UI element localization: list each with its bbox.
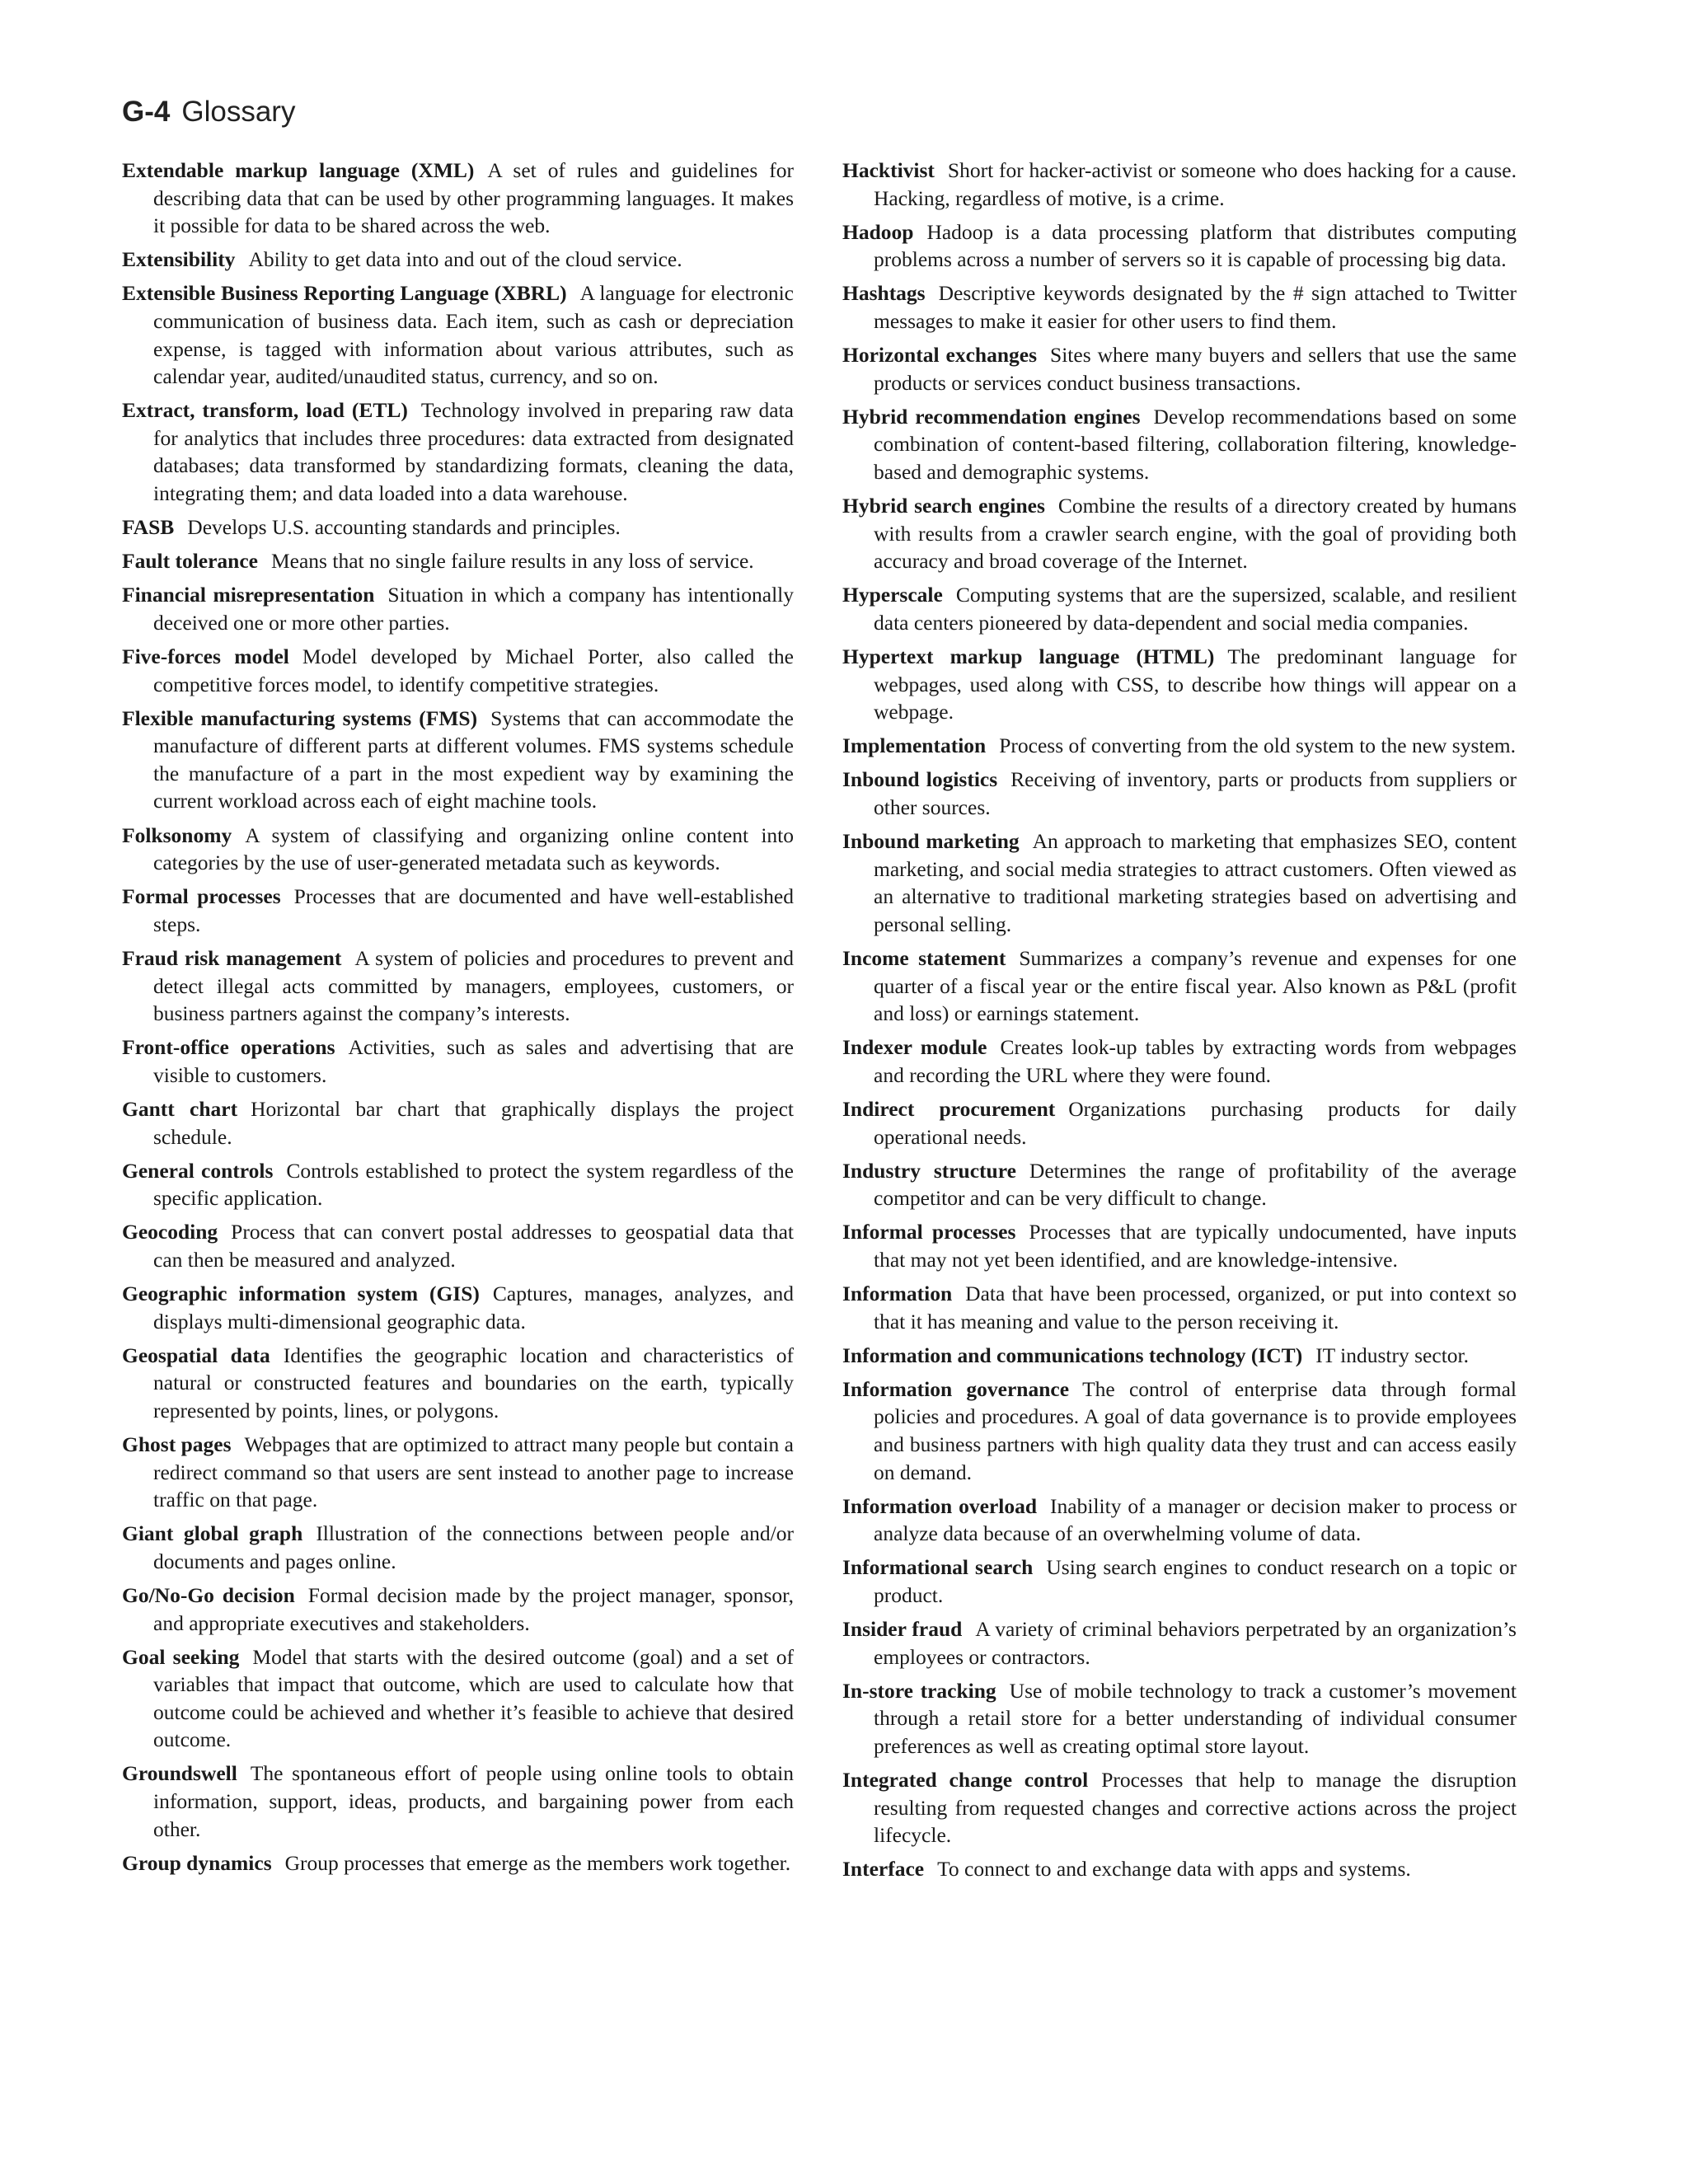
glossary-entry [842, 218, 1517, 274]
glossary-definition: Model developed by Michael Porter, also called the competitive forces model, to identify competitive strategies. [153, 644, 794, 696]
glossary-entry [842, 1095, 1517, 1151]
glossary-term: Fraud risk management [122, 945, 342, 970]
glossary-term: Flexible manufacturing systems (FMS) [122, 705, 478, 730]
glossary-definition: Systems that can accommodate the manufacture of different parts at different volumes. FMS systems schedule the manufacture of a part in the most expedient way by examining the current workload across each of eight machine tools. [153, 705, 794, 813]
glossary-definition: A variety of criminal behaviors perpetrated by an organization’s employees or contractors. [874, 1617, 1517, 1669]
glossary-definition: A set of rules and guidelines for describing data that can be used by other programming languages. It makes it possible for data to be shared across the web. [153, 158, 794, 238]
glossary-term: Information and communications technology (ICT) [842, 1343, 1303, 1367]
glossary-definition: Organizations purchasing products for daily operational needs. [874, 1096, 1517, 1149]
glossary-term: Goal seeking [122, 1644, 240, 1669]
glossary-definition: Develops U.S. accounting standards and principles. [187, 515, 621, 540]
right-column [842, 157, 1517, 1889]
glossary-term: Hacktivist [842, 158, 935, 182]
glossary-entry [122, 581, 794, 636]
glossary-entry [122, 396, 794, 507]
glossary-definition: Computing systems that are the supersized, scalable, and resilient data centers pioneered by data-dependent and social media companies. [874, 583, 1517, 635]
glossary-definition: Process of converting from the old system to the new system. [999, 733, 1517, 758]
glossary-term: Extendable markup language (XML) [122, 158, 475, 182]
glossary-term: Geographic information system (GIS) [122, 1281, 480, 1305]
glossary-definition: Processes that are typically undocumented, have inputs that may not yet been identified, and are knowledge-intensive. [874, 1220, 1517, 1272]
glossary-entry [122, 279, 794, 390]
glossary-entry [122, 1280, 794, 1335]
glossary-entry [842, 1218, 1517, 1273]
glossary-definition: Use of mobile technology to track a customer’s movement through a retail store for a better understanding of individual consumer preferences as well as creating optimal store layout. [874, 1678, 1517, 1758]
glossary-definition: Processes that help to manage the disruption resulting from requested changes and corrective actions across the project lifecycle. [874, 1767, 1517, 1848]
glossary-term: Group dynamics [122, 1850, 272, 1875]
glossary-term: Information [842, 1281, 953, 1305]
glossary-definition: Captures, manages, analyzes, and displays multi-dimensional geographic data. [153, 1281, 794, 1333]
glossary-definition: IT industry sector. [1315, 1343, 1469, 1367]
glossary-definition: A system of policies and procedures to prevent and detect illegal acts committed by managers, employees, customers, or business partners against the company’s interests. [153, 945, 794, 1026]
glossary-definition: Illustration of the connections between people and/or documents and pages online. [153, 1521, 794, 1573]
glossary-entry [842, 157, 1517, 212]
glossary-definition: Webpages that are optimized to attract many people but contain a redirect command so that users are sent instead to another page to increase traffic on that page. [153, 1432, 794, 1512]
glossary-entry [122, 1033, 794, 1089]
glossary-term: Hashtags [842, 281, 926, 306]
glossary-entry [842, 1855, 1517, 1883]
glossary-definition: An approach to marketing that emphasizes SEO, content marketing, and social media strategies to attract customers. Often viewed as an alternative to traditional marketing strategies based on advertising and personal selling. [874, 829, 1517, 936]
glossary-term: Horizontal exchanges [842, 343, 1038, 368]
glossary-entry [122, 1342, 794, 1425]
glossary-entry [842, 1280, 1517, 1335]
glossary-entry [842, 643, 1517, 726]
glossary-term: Indexer module [842, 1035, 987, 1060]
glossary-definition: Process that can convert postal addresses to geospatial data that can then be measured and analyzed. [153, 1220, 794, 1272]
glossary-entry [842, 1554, 1517, 1609]
glossary-entry [842, 1493, 1517, 1548]
glossary-term: FASB [122, 515, 175, 540]
glossary-entry [842, 492, 1517, 575]
glossary-term: Geospatial data [122, 1343, 270, 1367]
glossary-term: Informal processes [842, 1220, 1016, 1244]
glossary-entry [122, 157, 794, 240]
glossary-entry [842, 766, 1517, 821]
glossary-entry [842, 1376, 1517, 1486]
glossary-definition: Technology involved in preparing raw data for analytics that includes three procedures: data extracted from designated databases; data transformed by standardizing formats, cleaning the data, integrating them; and data loaded into a data warehouse. [153, 398, 794, 506]
glossary-entry [122, 944, 794, 1028]
glossary-entry [842, 1677, 1517, 1760]
glossary-entry [842, 1342, 1517, 1370]
glossary-term: In-store tracking [842, 1678, 996, 1703]
glossary-term: Giant global graph [122, 1521, 303, 1546]
glossary-definition: Descriptive keywords designated by the # sign attached to Twitter messages to make it easier for other users to find them. [874, 281, 1517, 333]
glossary-term: General controls [122, 1158, 274, 1183]
glossary-entry [122, 513, 794, 541]
glossary-entry [122, 1760, 794, 1843]
glossary-definition: Sites where many buyers and sellers that use the same products or services conduct business transactions. [874, 343, 1517, 395]
glossary-entry [842, 1615, 1517, 1671]
glossary-definition: Hadoop is a data processing platform that distributes computing problems across a number of servers so it is capable of processing big data. [874, 219, 1517, 272]
glossary-entry [842, 581, 1517, 636]
glossary-definition: Identifies the geographic location and characteristics of natural or constructed features and boundaries on the earth, typically represented by points, lines, or polygons. [153, 1343, 795, 1422]
glossary-term: Ghost pages [122, 1432, 232, 1456]
glossary-term: Fault tolerance [122, 549, 258, 574]
glossary-entry [122, 246, 794, 274]
glossary-definition: Ability to get data into and out of the cloud service. [248, 247, 682, 272]
glossary-term: Interface [842, 1857, 925, 1882]
glossary-definition: Situation in which a company has intentionally deceived one or more other parties. [153, 583, 794, 635]
glossary-term: Informational search [842, 1555, 1034, 1580]
glossary-definition: Activities, such as sales and advertising that are visible to customers. [153, 1035, 794, 1087]
glossary-term: Extensibility [122, 247, 236, 272]
glossary-entry [122, 1520, 794, 1575]
glossary-entry [122, 1643, 794, 1754]
glossary-definition: A system of classifying and organizing online content into categories by the use of user-generated metadata such as keywords. [153, 823, 794, 875]
glossary-term: Extract, transform, load (ETL) [122, 398, 408, 423]
glossary-definition: The predominant language for webpages, used along with CSS, to describe how things will appear on a webpage. [874, 644, 1517, 724]
page-number: G-4 [122, 96, 171, 128]
glossary-definition: Summarizes a company’s revenue and expenses for one quarter of a fiscal year or the entire fiscal year. Also known as P&L (profit and loss) or earnings statement. [874, 945, 1517, 1026]
glossary-entry [842, 827, 1517, 938]
glossary-term: Hyperscale [842, 583, 943, 607]
glossary-entry [842, 732, 1517, 760]
glossary-definition: Formal decision made by the project manager, sponsor, and appropriate executives and stakeholders. [153, 1582, 795, 1635]
glossary-entry [842, 341, 1517, 396]
glossary-definition: Determines the range of profitability of the average competitor and can be very difficult to change. [874, 1158, 1517, 1211]
glossary-term: Hypertext markup language (HTML) [842, 644, 1215, 668]
glossary-term: Formal processes [122, 884, 281, 909]
glossary-term: Income statement [842, 945, 1006, 970]
glossary-entry [842, 279, 1517, 335]
left-column [122, 157, 794, 1883]
glossary-term: Gantt chart [122, 1096, 238, 1121]
glossary-entry [842, 403, 1517, 486]
glossary-term: Five-forces model [122, 644, 289, 668]
glossary-definition: The control of enterprise data through formal policies and procedures. A goal of data governance is to provide employees and business partners with high quality data they trust and can access easily on demand. [874, 1376, 1517, 1484]
glossary-term: Insider fraud [842, 1617, 963, 1641]
glossary-entry [122, 1431, 794, 1514]
glossary-term: Financial misrepresentation [122, 583, 375, 607]
glossary-definition: Horizontal bar chart that graphically displays the project schedule. [153, 1096, 794, 1149]
glossary-term: Hybrid recommendation engines [842, 404, 1141, 429]
glossary-term: Groundswell [122, 1761, 237, 1786]
glossary-term: Geocoding [122, 1220, 218, 1244]
glossary-entry [842, 1157, 1517, 1212]
glossary-term: Industry structure [842, 1158, 1016, 1183]
glossary-entry [122, 1095, 794, 1151]
glossary-term: Extensible Business Reporting Language (XBRL) [122, 281, 567, 306]
glossary-definition: Processes that are documented and have well-established steps. [153, 884, 794, 936]
glossary-term: Hadoop [842, 219, 914, 244]
glossary-definition: Develop recommendations based on some combination of content-based filtering, collaboration filtering, knowledge-based and demographic systems. [874, 404, 1517, 484]
glossary-entry [122, 883, 794, 938]
glossary-definition: To connect to and exchange data with apps and systems. [937, 1857, 1411, 1882]
glossary-term: Integrated change control [842, 1767, 1089, 1792]
glossary-definition: Using search engines to conduct research on a topic or product. [874, 1555, 1517, 1607]
glossary-definition: The spontaneous effort of people using online tools to obtain information, support, ideas, products, and bargaining power from each other. [153, 1761, 794, 1841]
glossary-definition: A language for electronic communication of business data. Each item, such as cash or depreciation expense, is tagged with information about various attributes, such as calendar year, audited/unaudited status, currency, and so on. [153, 281, 794, 389]
glossary-definition: Short for hacker-activist or someone who does hacking for a cause. Hacking, regardless of motive, is a crime. [874, 158, 1517, 210]
glossary-term: Implementation [842, 733, 987, 758]
glossary-entry [842, 1766, 1517, 1849]
glossary-entry [122, 1218, 794, 1273]
glossary-entry [122, 1849, 794, 1877]
glossary-definition: Inability of a manager or decision maker to process or analyze data because of an overwhelming volume of data. [874, 1493, 1517, 1546]
glossary-term: Inbound logistics [842, 767, 998, 792]
glossary-term: Information governance [842, 1376, 1070, 1401]
glossary-entry [122, 643, 794, 698]
glossary-term: Hybrid search engines [842, 494, 1045, 518]
glossary-definition: Model that starts with the desired outcome (goal) and a set of variables that impact that outcome, which are used to calculate how that outcome could be achieved and whether it’s feasible to achieve that desired outcome. [153, 1644, 794, 1752]
glossary-definition: Controls established to protect the system regardless of the specific application. [153, 1158, 794, 1211]
glossary-entry [842, 944, 1517, 1028]
glossary-entry [842, 1033, 1517, 1089]
page-header [122, 92, 295, 132]
glossary-term: Information overload [842, 1493, 1038, 1518]
glossary-term: Inbound marketing [842, 829, 1020, 854]
glossary-term: Go/No-Go decision [122, 1582, 295, 1607]
glossary-entry [122, 547, 794, 575]
glossary-entry [122, 1157, 794, 1212]
page-title: Glossary [181, 96, 296, 128]
glossary-term: Front-office operations [122, 1035, 335, 1060]
glossary-entry [122, 1582, 794, 1637]
glossary-definition: Group processes that emerge as the members work together. [284, 1850, 791, 1875]
glossary-definition: Combine the results of a directory created by humans with results from a crawler search engine, with the goal of providing both accuracy and broad coverage of the Internet. [874, 494, 1517, 574]
glossary-entry [122, 822, 794, 877]
glossary-definition: Means that no single failure results in any loss of service. [271, 549, 754, 574]
glossary-term: Indirect procurement [842, 1096, 1056, 1121]
glossary-definition: Creates look-up tables by extracting words from webpages and recording the URL where they were found. [874, 1035, 1517, 1087]
glossary-entry [122, 705, 794, 815]
glossary-definition: Receiving of inventory, parts or products from suppliers or other sources. [874, 767, 1517, 819]
glossary-term: Folksonomy [122, 823, 232, 847]
glossary-definition: Data that have been processed, organized, or put into context so that it has meaning and value to the person receiving it. [874, 1281, 1517, 1333]
